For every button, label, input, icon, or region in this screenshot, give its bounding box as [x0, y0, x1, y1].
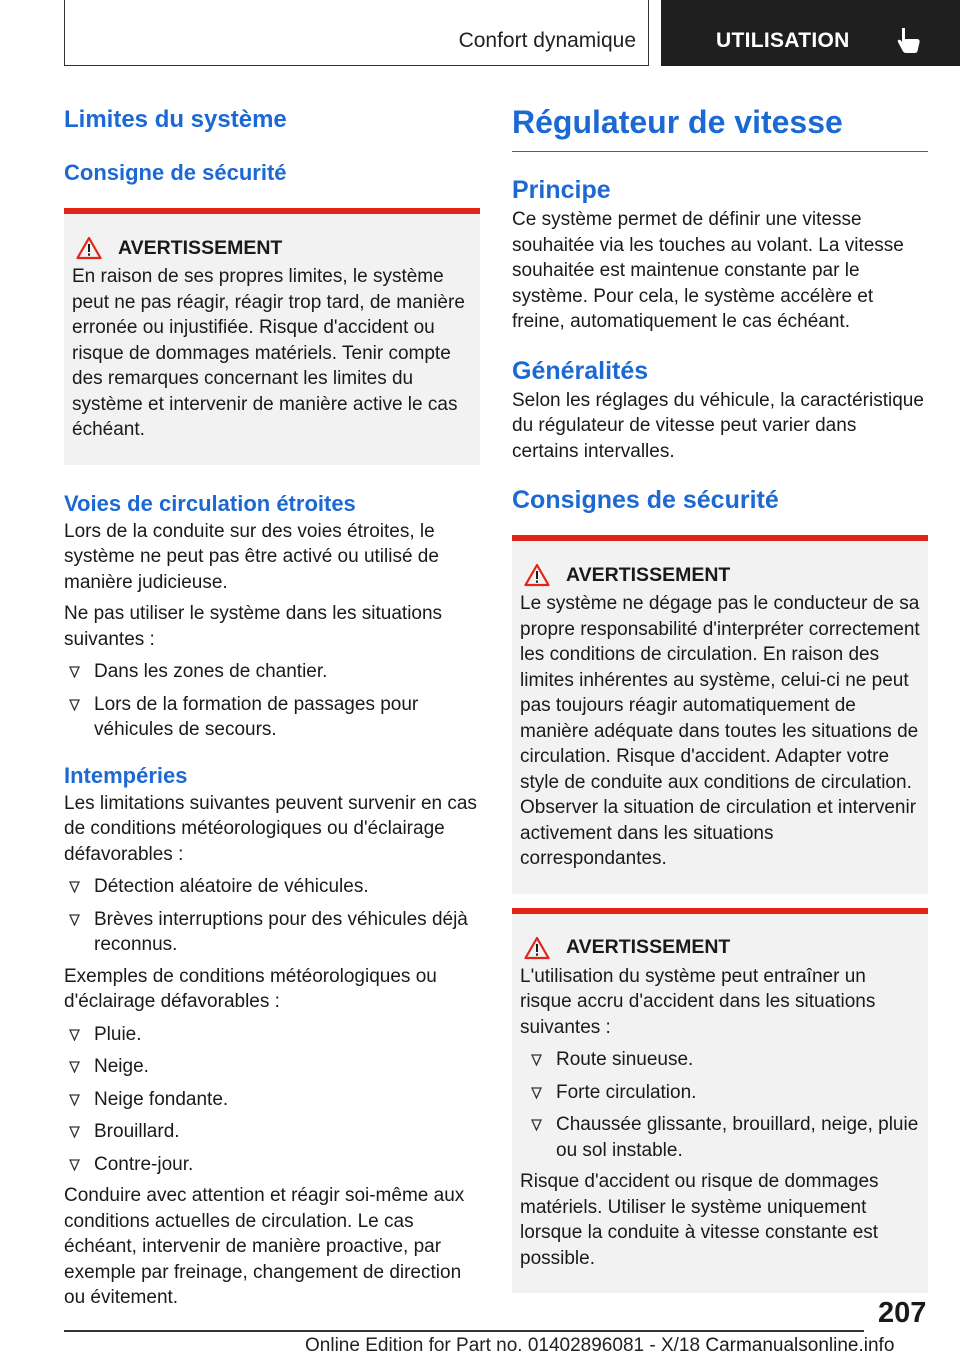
- watermark-text: Carmanualsonline.info: [705, 1335, 895, 1356]
- chapter-heading-cruise-control: Régulateur de vitesse: [512, 104, 928, 152]
- warning-box-limits: [64, 208, 480, 465]
- warning-text: Le système ne dégage pas le conducteur de sa propre responsabilité d'interpréter correctement les conditions de circulation. En raison des limites inhérentes au système, celui-ci ne peut pas toujours réagir automatiquement de manière adéquate dans toutes les situations de circulation. Risque d'accident. Adapter votre style de conduite aux conditions de circulation. Observer la situation de circulation et intervenir activement dans les situations correspondantes.: [520, 593, 920, 869]
- section-heading-general: Généralités: [512, 356, 649, 385]
- warning-title: AVERTISSEMENT: [520, 563, 920, 587]
- list-weather-examples: [64, 1022, 480, 1178]
- left-column: [64, 100, 480, 1311]
- list-item: Neige.: [64, 1054, 480, 1080]
- list-item: Forte circulation.: [526, 1080, 920, 1106]
- list-item: Neige fondante.: [64, 1087, 480, 1113]
- paragraph-general: Selon les réglages du véhicule, la caractéristique du régulateur de vitesse peut varier dans certains intervalles.: [512, 389, 924, 462]
- paragraph-weather-3: Conduire avec attention et réagir soi-même aux conditions actuelles de circulation. Le cas échéant, intervenir de manière proactive, par exemple par freinage, changement de direction ou évitement.: [64, 1185, 465, 1308]
- triangle-bullet-icon: [69, 1029, 80, 1041]
- triangle-bullet-icon: [69, 914, 80, 926]
- chapter-tab: [661, 0, 960, 66]
- triangle-bullet-icon: [69, 1061, 80, 1073]
- paragraph-lanes-2: Ne pas utiliser le système dans les situations suivantes :: [64, 603, 443, 650]
- section-heading-limits: Limites du système: [64, 106, 287, 133]
- triangle-bullet-icon: [69, 1159, 80, 1171]
- warning-text: En raison de ses propres limites, le système peut ne pas réagir, réagir trop tard, de manière erronée ou injustifiée. Risque d'accident ou risque de dommages matériels. Tenir compte des remarques concernant les limites du système et intervenir de manière active le cas échéant.: [72, 266, 465, 440]
- list-risk-situations: [520, 1047, 920, 1163]
- list-item: Brèves interruptions pour des véhicules déjà reconnus.: [64, 907, 480, 958]
- triangle-bullet-icon: [531, 1119, 542, 1131]
- warning-box-risk: [512, 908, 928, 1294]
- page-header: [0, 0, 960, 66]
- list-item: Dans les zones de chantier.: [64, 659, 480, 685]
- triangle-bullet-icon: [69, 1126, 80, 1138]
- section-title: Confort dynamique: [458, 29, 636, 52]
- footer-divider: [64, 1330, 864, 1332]
- list-item: Contre-jour.: [64, 1152, 480, 1178]
- triangle-bullet-icon: [69, 699, 80, 711]
- warning-triangle-icon: [524, 936, 550, 960]
- paragraph-principle: Ce système permet de définir une vitesse souhaitée via les touches au volant. La vitesse souhaitée est maintenue constante par le système. Pour cela, le système accélère et freine, automatiquement le cas échéant.: [512, 209, 904, 332]
- pointing-hand-icon: [893, 25, 923, 55]
- warning-text: L'utilisation du système peut entraîner un risque accru d'accident dans les situations suivantes :: [520, 965, 876, 1038]
- warning-box-responsibility: [512, 535, 928, 894]
- warning-triangle-icon: [76, 236, 102, 260]
- warning-triangle-icon: [524, 563, 550, 587]
- list-weather-effects: [64, 874, 480, 958]
- warning-title: AVERTISSEMENT: [72, 236, 472, 260]
- right-column: [512, 100, 928, 1293]
- list-item: Route sinueuse.: [526, 1047, 920, 1073]
- paragraph-weather-1: Les limitations suivantes peuvent survenir en cas de conditions météorologiques ou d'éclairage défavorables :: [64, 792, 477, 865]
- footer-edition: [305, 1335, 894, 1357]
- list-item: Lors de la formation de passages pour véhicules de secours.: [64, 692, 480, 743]
- subsection-heading-weather: Intempéries: [64, 762, 188, 788]
- list-item: Détection aléatoire de véhicules.: [64, 874, 480, 900]
- paragraph-lanes-1: Lors de la conduite sur des voies étroites, le système ne peut pas être activé ou utilisé de manière judicieuse.: [64, 520, 439, 593]
- subsection-heading-lanes: Voies de circulation étroites: [64, 490, 356, 516]
- paragraph-weather-2: Exemples de conditions météorologiques ou d'éclairage défavorables :: [64, 965, 437, 1012]
- page-number: 207: [878, 1297, 927, 1329]
- list-item: Chaussée glissante, brouillard, neige, pluie ou sol instable.: [526, 1112, 920, 1163]
- triangle-bullet-icon: [69, 666, 80, 678]
- edition-text: Online Edition for Part no. 01402896081 - X/18: [305, 1335, 701, 1356]
- warning-text-2: Risque d'accident ou risque de dommages matériels. Utiliser le système uniquement lorsque la conduite à vitesse constante est possible.: [520, 1171, 879, 1269]
- list-item: Brouillard.: [64, 1119, 480, 1145]
- list-lanes: [64, 659, 480, 743]
- section-frame: [64, 0, 649, 66]
- list-item: Pluie.: [64, 1022, 480, 1048]
- subsection-heading-safety: Consigne de sécurité: [64, 160, 287, 185]
- triangle-bullet-icon: [531, 1087, 542, 1099]
- triangle-bullet-icon: [531, 1054, 542, 1066]
- section-heading-principle: Principe: [512, 176, 611, 204]
- triangle-bullet-icon: [69, 1094, 80, 1106]
- triangle-bullet-icon: [69, 881, 80, 893]
- warning-title: AVERTISSEMENT: [520, 936, 920, 960]
- chapter-title: UTILISATION: [716, 29, 850, 52]
- section-heading-safety: Consignes de sécurité: [512, 486, 779, 514]
